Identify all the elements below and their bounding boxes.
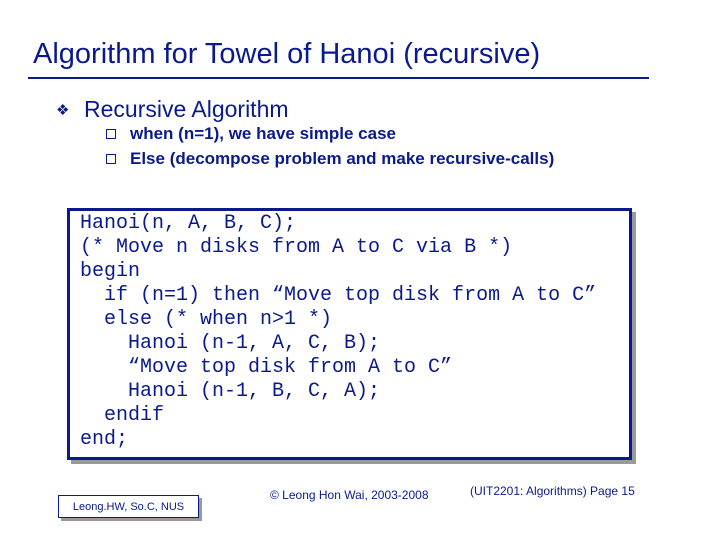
- code-line: endif: [80, 404, 165, 427]
- square-bullet-icon: [106, 154, 116, 164]
- footer-copyright: © Leong Hon Wai, 2003-2008: [270, 488, 429, 502]
- footer-page-info: (UIT2201: Algorithms) Page 15: [470, 484, 635, 498]
- sub-bullet-1: [106, 124, 396, 144]
- sub-bullet-text: Else (decompose problem and make recursive-calls): [130, 149, 555, 168]
- sub-bullet-text: when (n=1), we have simple case: [130, 124, 396, 143]
- slide-title: Algorithm for Towel of Hanoi (recursive): [33, 38, 541, 70]
- main-bullet: [56, 96, 289, 123]
- code-line: else (* when n>1 *): [80, 308, 333, 331]
- diamond-bullet-icon: ❖: [56, 101, 70, 119]
- square-bullet-icon: [106, 129, 116, 139]
- title-underline: [28, 77, 649, 79]
- code-line: begin: [80, 260, 141, 283]
- footer-author-box: [58, 495, 199, 518]
- main-bullet-text: Recursive Algorithm: [84, 96, 289, 122]
- code-line: if (n=1) then “Move top disk from A to C”: [80, 284, 597, 307]
- footer-author: Leong.HW, So.C, NUS: [72, 500, 185, 513]
- pseudocode-block: [80, 212, 596, 452]
- code-line: (* Move n disks from A to C via B *): [80, 236, 513, 259]
- sub-bullet-2: [106, 149, 554, 169]
- code-line: Hanoi(n, A, B, C);: [80, 212, 297, 235]
- code-line: Hanoi (n-1, B, C, A);: [80, 380, 381, 403]
- code-line: end;: [80, 428, 129, 451]
- code-line: Hanoi (n-1, A, C, B);: [80, 332, 381, 355]
- code-line: “Move top disk from A to C”: [80, 356, 453, 379]
